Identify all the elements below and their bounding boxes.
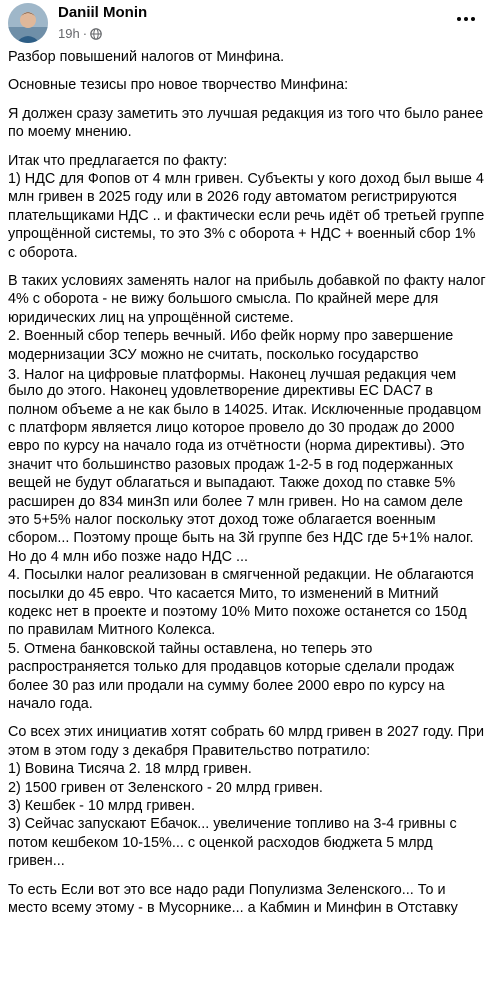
- paragraph-intro: Разбор повышений налогов от Минфина.: [8, 49, 285, 65]
- overlapping-text-line: [8, 364, 486, 382]
- paragraph-points: Итак что предлагается по факту: 1) НДС для Фопов от 4 млн гривен. Субъекты у кого доход был выше 4 млн гривен в 2025 году или в 2026 году автоматом регистрируются плательщиками НДС .. и фактически если речь идёт об третьей группе упрощённой системы, то это 3% с оборота + НДС + военный сбор 1% с оборота.: [8, 152, 485, 261]
- paragraph-budget: Со всех этих инициатив хотят собрать 60 млрд гривен в 2027 году. При этом в этом году з декабря Правительство потратило: 1) Вовина Тисяча 2. 18 млрд гривен. 2) 1500 гривен от Зеленского - 20 млрд гривен. 3) Кешбек - 10 млрд гривен. 3) Сейчас запускают Ебачок... увеличение топливо на 3-4 гривны с потом кешбеком 10-15%... с оценкой расходов бюджета 5 млрд гривен...: [8, 724, 485, 870]
- paragraph-conditions: В таких условиях заменять налог на прибыль добавкой по факту налог 4% с оборота - не вижу большого смысла. По крайней мере для юридических лиц на упрощённой системе. 2. Военный сбор теперь вечный. Ибо фейк норму про завершение модернизации ЗСУ можно не считать, посколько государство: [8, 273, 486, 363]
- post-time[interactable]: 19h: [58, 26, 80, 41]
- post-header: [8, 3, 484, 45]
- paragraph-final: То есть Если вот это все надо ради Популизма Зеленского... То и место всему этому - в Мусорнике... а Кабмин и Минфин в Отставку: [8, 881, 458, 917]
- author-name[interactable]: Daniil Monin: [58, 4, 148, 21]
- paragraph-opinion: Я должен сразу заметить это лучшая редакция из того что было ранее по моему мнению.: [8, 105, 484, 141]
- meta-separator: ·: [82, 26, 88, 41]
- paragraph-theses: Основные тезисы про новое творчество Минфина:: [8, 77, 349, 94]
- post-body: [8, 48, 486, 927]
- more-dots-icon[interactable]: [454, 7, 478, 31]
- paragraph-platforms: было до этого. Наконец удовлетворение директивы ЕС DAC7 в полном объеме а не как было в 14025. Итак. Исключенные продавцом с платформ является лицо которое провело до 30 продаж до 2000 евро по курсу на начало года из отчётности (норма директивы). Это значит что большинство разовых продаж 1-2-5 в год подержанных вещей не будут облагаться и выпадают. Также доход по ставке 5% расширен до 834 минЗп или более 7 млн гривен. Но на самом деле это 5+5% налог поскольку этот доход тоже облагается военным сбором... Поэтому проще быть на 3й группе без НДС где 5+1% налог. Но до 4 млн ибо позже надо НДС ... 4. Посылки налог реализован в смягченной редакции. Не облагаются посылки до 45 евро. Что касается Мито, то изменений в Митний кодекс нет в проекте и поэтому 10% Мито похоже останется со 150д по правилам Митного Колекса. 5. Отмена банковской тайны оставлена, но теперь это распространяется только для продавцов которые сделали продаж более 30 раз или продали на сумму более 2000 евро по курсу на начало года.: [8, 383, 482, 712]
- avatar[interactable]: [8, 3, 48, 43]
- globe-icon[interactable]: [90, 28, 102, 40]
- post-meta: [58, 26, 102, 41]
- overlap-line: 3. Налог на цифровые платформы. Наконец лучшая редакция чем: [8, 367, 457, 384]
